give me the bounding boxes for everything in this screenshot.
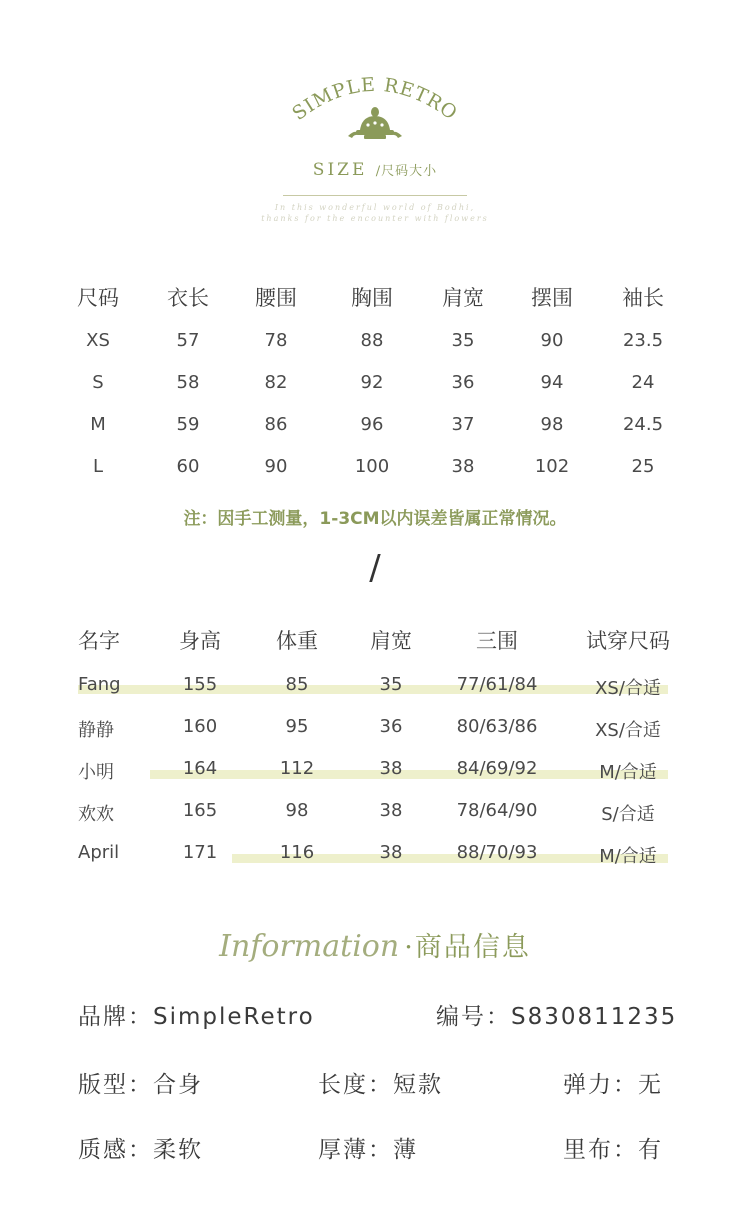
- size-header-cell: 袖长: [622, 286, 664, 310]
- fit-table-cell: 116: [279, 842, 315, 863]
- size-table-cell: 94: [540, 372, 564, 393]
- size-header-cell: 腰围: [255, 286, 297, 310]
- info-texture: 质感：柔软: [78, 1137, 203, 1163]
- size-table-cell: L: [92, 456, 104, 477]
- size-cn-label: /尺码大小: [375, 164, 438, 179]
- info-lining: 里布：有: [563, 1137, 663, 1163]
- fit-table-cell: 小明: [78, 762, 114, 783]
- info-brand: 品牌：SimpleRetro: [78, 1004, 315, 1030]
- fit-table-cell: 85: [285, 674, 309, 695]
- size-table-cell: 90: [264, 456, 288, 477]
- size-table-cell: S: [92, 372, 104, 393]
- fit-table-cell: XS/合适: [595, 720, 661, 741]
- fit-table-cell: M/合适: [599, 846, 657, 867]
- fit-table-cell: 80/63/86: [456, 716, 538, 737]
- size-header-cell: 衣长: [167, 286, 209, 310]
- size-label: SIZE: [312, 160, 368, 180]
- info-fit: 版型：合身: [78, 1072, 203, 1098]
- size-table-cell: 60: [176, 456, 200, 477]
- fit-table-cell: 88/70/93: [456, 842, 538, 863]
- size-table-cell: 58: [176, 372, 200, 393]
- fit-table-cell: 160: [182, 716, 218, 737]
- tagline-line-2: thanks for the encounter with flowers: [261, 214, 489, 223]
- size-header-cell: 尺码: [77, 286, 119, 310]
- fit-table-cell: April: [78, 842, 120, 863]
- fit-header-cell: 体重: [276, 629, 318, 653]
- fit-table-cell: 欢欢: [78, 804, 114, 825]
- size-table-cell: 57: [176, 330, 200, 351]
- size-table-cell: 86: [264, 414, 288, 435]
- size-table-cell: 35: [451, 330, 475, 351]
- size-table-cell: 24.5: [622, 414, 664, 435]
- fit-table-cell: M/合适: [599, 762, 657, 783]
- fit-header-cell: 三围: [476, 629, 518, 653]
- fit-table-cell: 77/61/84: [456, 674, 538, 695]
- fit-table-cell: S/合适: [601, 804, 655, 825]
- fit-table-cell: 112: [279, 758, 315, 779]
- size-heading: [0, 160, 750, 180]
- fit-table-cell: 171: [182, 842, 218, 863]
- fit-table-cell: Fang: [78, 674, 121, 695]
- fit-table-cell: 36: [379, 716, 403, 737]
- size-table-cell: 38: [451, 456, 475, 477]
- fit-table-cell: 84/69/92: [456, 758, 538, 779]
- size-table-cell: 82: [264, 372, 288, 393]
- info-elasticity: 弹力：无: [563, 1072, 663, 1098]
- info-title: [0, 925, 750, 964]
- size-table-cell: 24: [631, 372, 655, 393]
- size-header-cell: 胸围: [351, 286, 393, 310]
- fit-header-cell: 试穿尺码: [586, 629, 670, 653]
- info-length: 长度：短款: [318, 1072, 443, 1098]
- fit-table-cell: XS/合适: [595, 678, 661, 699]
- info-title-cn: ·商品信息: [404, 932, 531, 963]
- brand-arc-text: SIMPLE RETRO: [288, 73, 462, 125]
- size-table-cell: M: [90, 414, 106, 435]
- size-table-cell: 25: [631, 456, 655, 477]
- size-table-cell: 23.5: [622, 330, 664, 351]
- crown-ornament-icon: [346, 104, 404, 142]
- size-table-cell: 36: [451, 372, 475, 393]
- fit-table-cell: 165: [182, 800, 218, 821]
- fit-header-cell: 肩宽: [370, 629, 412, 653]
- fit-table-cell: 38: [379, 800, 403, 821]
- size-table-cell: 96: [360, 414, 384, 435]
- tagline-line-1: In this wonderful world of Bodhi,: [274, 203, 476, 212]
- row-highlight: [150, 770, 668, 779]
- fit-header-cell: 身高: [179, 629, 221, 653]
- fit-table-cell: 164: [182, 758, 218, 779]
- info-thickness: 厚薄：薄: [318, 1137, 418, 1163]
- size-header-cell: 肩宽: [442, 286, 484, 310]
- fit-table-cell: 95: [285, 716, 309, 737]
- fit-header-cell: 名字: [78, 629, 120, 653]
- row-highlight: [78, 685, 668, 694]
- section-divider: /: [369, 548, 381, 588]
- fit-table-cell: 78/64/90: [456, 800, 538, 821]
- info-title-script: Information: [219, 929, 400, 964]
- fit-table-cell: 35: [379, 674, 403, 695]
- size-table-cell: 92: [360, 372, 384, 393]
- size-table-cell: 37: [451, 414, 475, 435]
- measurement-note: 注：因手工测量，1-3CM以内误差皆属正常情况。: [183, 509, 567, 529]
- size-table-cell: XS: [86, 330, 110, 351]
- size-table-cell: 90: [540, 330, 564, 351]
- size-table-cell: 98: [540, 414, 564, 435]
- fit-table-cell: 98: [285, 800, 309, 821]
- size-table-cell: 59: [176, 414, 200, 435]
- info-code: 编号：S830811235: [436, 1004, 678, 1030]
- fit-table-cell: 静静: [78, 720, 114, 741]
- size-table-cell: 102: [534, 456, 570, 477]
- fit-table-cell: 38: [379, 842, 403, 863]
- size-table-cell: 78: [264, 330, 288, 351]
- fit-table-cell: 38: [379, 758, 403, 779]
- fit-table-cell: 155: [182, 674, 218, 695]
- size-header-cell: 摆围: [531, 286, 573, 310]
- size-table-cell: 100: [354, 456, 390, 477]
- size-table-cell: 88: [360, 330, 384, 351]
- header-divider: [283, 195, 467, 196]
